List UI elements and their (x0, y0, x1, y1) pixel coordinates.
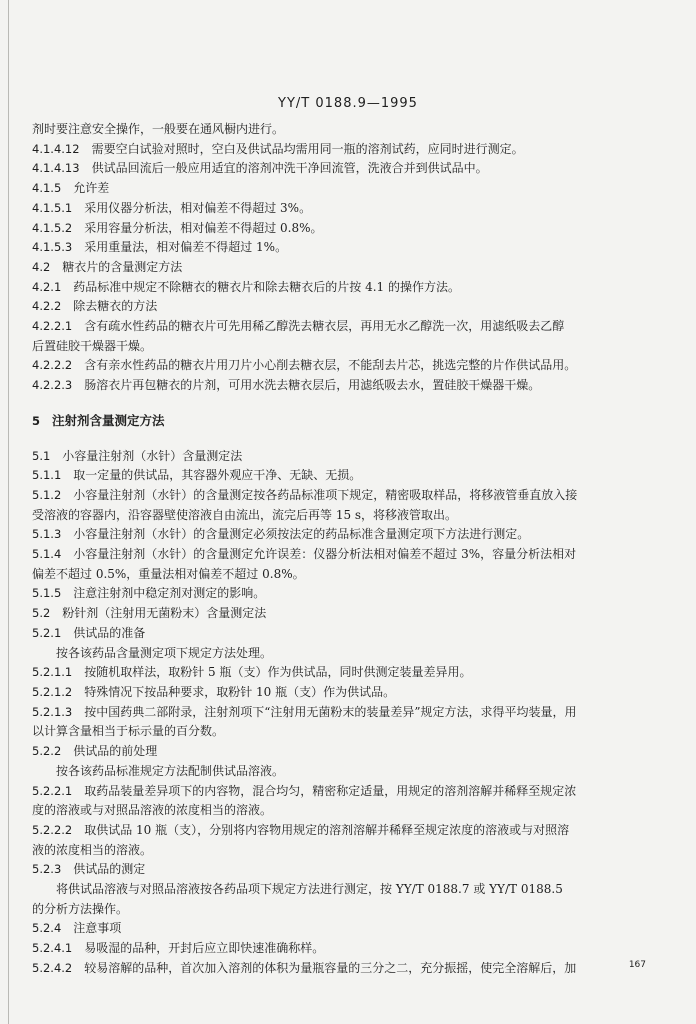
clause-line: 5.1.3 小容量注射剂（水针）的含量测定必须按法定的药品标准含量测定项下方法进行测定。 (32, 525, 658, 545)
clause-number: 5.2.3 (32, 862, 62, 877)
clause-line: 5.2.3 供试品的测定 (32, 860, 658, 880)
clause-number: 5.2.1.2 (32, 684, 73, 699)
clause-line: 5.2.2.2 取供试品 10 瓶（支），分别将内容物用规定的溶剂溶解并稀释至规定浓度的溶液或与对照溶 (32, 821, 658, 841)
text-line: 剂时要注意安全操作，一般要在通风橱内进行。 (32, 122, 285, 136)
standard-header: YY/T 0188.9—1995 (278, 96, 418, 111)
clause-line: 4.1.4.13 供试品回流后一般应用适宜的溶剂冲洗干净回流管，洗液合并到供试品中。 (32, 159, 658, 179)
clause-number: 5.2.4.2 (32, 960, 73, 975)
section-number: 5 (32, 413, 41, 428)
clause-line: 5.2 粉针剂（注射用无菌粉末）含量测定法 (32, 604, 658, 624)
clause-number: 4.1.5.3 (32, 240, 73, 255)
clause-number: 4.1.4.13 (32, 161, 80, 176)
text-line: 后置硅胶干燥器干燥。 (32, 338, 153, 353)
clause-line: 4.2.2.2 含有亲水性药品的糖衣片用刀片小心削去糖衣层，不能刮去片芯，挑选完整的片作供试品用。 (32, 356, 658, 376)
text-line: 以计算含量相当于标示量的百分数。 (32, 724, 225, 739)
clause-number: 5.1.4 (32, 547, 62, 562)
clause-number: 4.2.2.2 (32, 358, 73, 373)
clause-line: 5.1.2 小容量注射剂（水针）的含量测定按各药品标准项下规定，精密吸取样品，将移液管垂直放入接 (32, 486, 658, 506)
text-line: 按各该药品标准规定方法配制供试品溶液。 (56, 763, 285, 778)
clause-number: 5.2.1.1 (32, 665, 73, 680)
clause-line: 4.2.2 除去糖衣的方法 (32, 297, 658, 317)
clause-number: 4.2.2.1 (32, 319, 73, 334)
text-line: 度的溶液或与对照品溶液的浓度相当的溶液。 (32, 803, 273, 818)
clause-number: 4.1.4.12 (32, 141, 80, 156)
clause-line: 5.2.2 供试品的前处理 (32, 742, 658, 762)
clause-line: 5.2.4 注意事项 (32, 919, 658, 939)
clause-line: 5.2.4.2 较易溶解的品种，首次加入溶剂的体积为量瓶容量的三分之二，充分振摇，使完全溶解后，加 (32, 959, 658, 979)
clause-line: 5.2.1.1 按随机取样法，取粉针 5 瓶（支）作为供试品，同时供测定装量差异用。 (32, 663, 658, 683)
clause-line: 4.2.1 药品标准中规定不除糖衣的糖衣片和除去糖衣后的片按 4.1 的操作方法。 (32, 278, 658, 298)
clause-line: 5.1.4 小容量注射剂（水针）的含量测定允许误差：仪器分析法相对偏差不超过 3%，容量分析法相对 (32, 545, 658, 565)
clause-number: 5.2 (32, 606, 51, 621)
clause-line: 4.1.5.2 采用容量分析法，相对偏差不得超过 0.8%。 (32, 219, 658, 239)
clause-number: 5.2.2.2 (32, 822, 73, 837)
clause-line: 5.1 小容量注射剂（水针）含量测定法 (32, 447, 658, 467)
clause-line: 4.2.2.1 含有疏水性药品的糖衣片可先用稀乙醇洗去糖衣层，再用无水乙醇洗一次，用滤纸吸去乙醇 (32, 317, 658, 337)
clause-number: 5.2.1 (32, 625, 62, 640)
clause-number: 4.2 (32, 259, 51, 274)
section-gap (32, 432, 658, 447)
clause-line: 5.1.1 取一定量的供试品，其容器外观应干净、无缺、无损。 (32, 466, 658, 486)
section-heading: 5 注射剂含量测定方法 (32, 411, 658, 432)
text-line: 偏差不超过 0.5%，重量法相对偏差不超过 0.8%。 (32, 566, 305, 581)
clause-number: 4.2.2.3 (32, 378, 73, 393)
text-line: 液的浓度相当的溶液。 (32, 842, 153, 857)
scan-edge-line (8, 0, 9, 1024)
text-line: 受溶液的容器内，沿容器壁使溶液自由流出，流完后再等 15 s，将移液管取出。 (32, 507, 458, 522)
clause-line: 5.2.1 供试品的准备 (32, 624, 658, 644)
clause-number: 4.1.5.2 (32, 220, 73, 235)
clause-number: 5.1 (32, 448, 51, 463)
clause-line: 5.2.4.1 易吸湿的品种，开封后应立即快速准确称样。 (32, 939, 658, 959)
clause-number: 4.2.2 (32, 299, 62, 314)
section-gap (32, 396, 658, 411)
text-line: 将供试品溶液与对照品溶液按各药品项下规定方法进行测定，按 YY/T 0188.7 或 YY/T 0188.5 (56, 882, 563, 897)
clause-line: 4.2 糖衣片的含量测定方法 (32, 258, 658, 278)
clause-number: 4.2.1 (32, 279, 62, 294)
clause-line: 4.1.4.12 需要空白试验对照时，空白及供试品均需用同一瓶的溶剂试药，应同时进行测定。 (32, 140, 658, 160)
clause-number: 5.2.2.1 (32, 783, 73, 798)
clause-number: 5.1.3 (32, 527, 62, 542)
clause-number: 5.2.4 (32, 921, 62, 936)
clause-line: 5.2.2.1 取药品装量差异项下的内容物，混合均匀，精密称定适量，用规定的溶剂溶解并稀释至规定浓 (32, 782, 658, 802)
clause-line: 4.1.5.1 采用仪器分析法，相对偏差不得超过 3%。 (32, 199, 658, 219)
clause-number: 4.1.5 (32, 181, 62, 196)
body-text (32, 120, 658, 979)
clause-number: 5.2.2 (32, 744, 62, 759)
text-line: 的分析方法操作。 (32, 901, 129, 916)
clause-number: 5.2.4.1 (32, 941, 73, 956)
clause-number: 5.1.1 (32, 468, 62, 483)
clause-number: 5.1.2 (32, 487, 62, 502)
page-number: 167 (628, 960, 646, 970)
clause-line: 4.1.5 允许差 (32, 179, 658, 199)
clause-line: 4.1.5.3 采用重量法，相对偏差不得超过 1%。 (32, 238, 658, 258)
clause-line: 5.2.1.3 按中国药典二部附录，注射剂项下“注射用无菌粉末的装量差异”规定方法，求得平均装量，用 (32, 703, 658, 723)
clause-line: 5.1.5 注意注射剂中稳定剂对测定的影响。 (32, 584, 658, 604)
clause-line: 4.2.2.3 肠溶衣片再包糖衣的片剂，可用水洗去糖衣层后，用滤纸吸去水，置硅胶干燥器干燥。 (32, 376, 658, 396)
text-line: 按各该药品含量测定项下规定方法处理。 (56, 645, 273, 660)
clause-number: 5.2.1.3 (32, 704, 73, 719)
clause-number: 5.1.5 (32, 586, 62, 601)
clause-number: 4.1.5.1 (32, 200, 73, 215)
clause-line: 5.2.1.2 特殊情况下按品种要求，取粉针 10 瓶（支）作为供试品。 (32, 683, 658, 703)
